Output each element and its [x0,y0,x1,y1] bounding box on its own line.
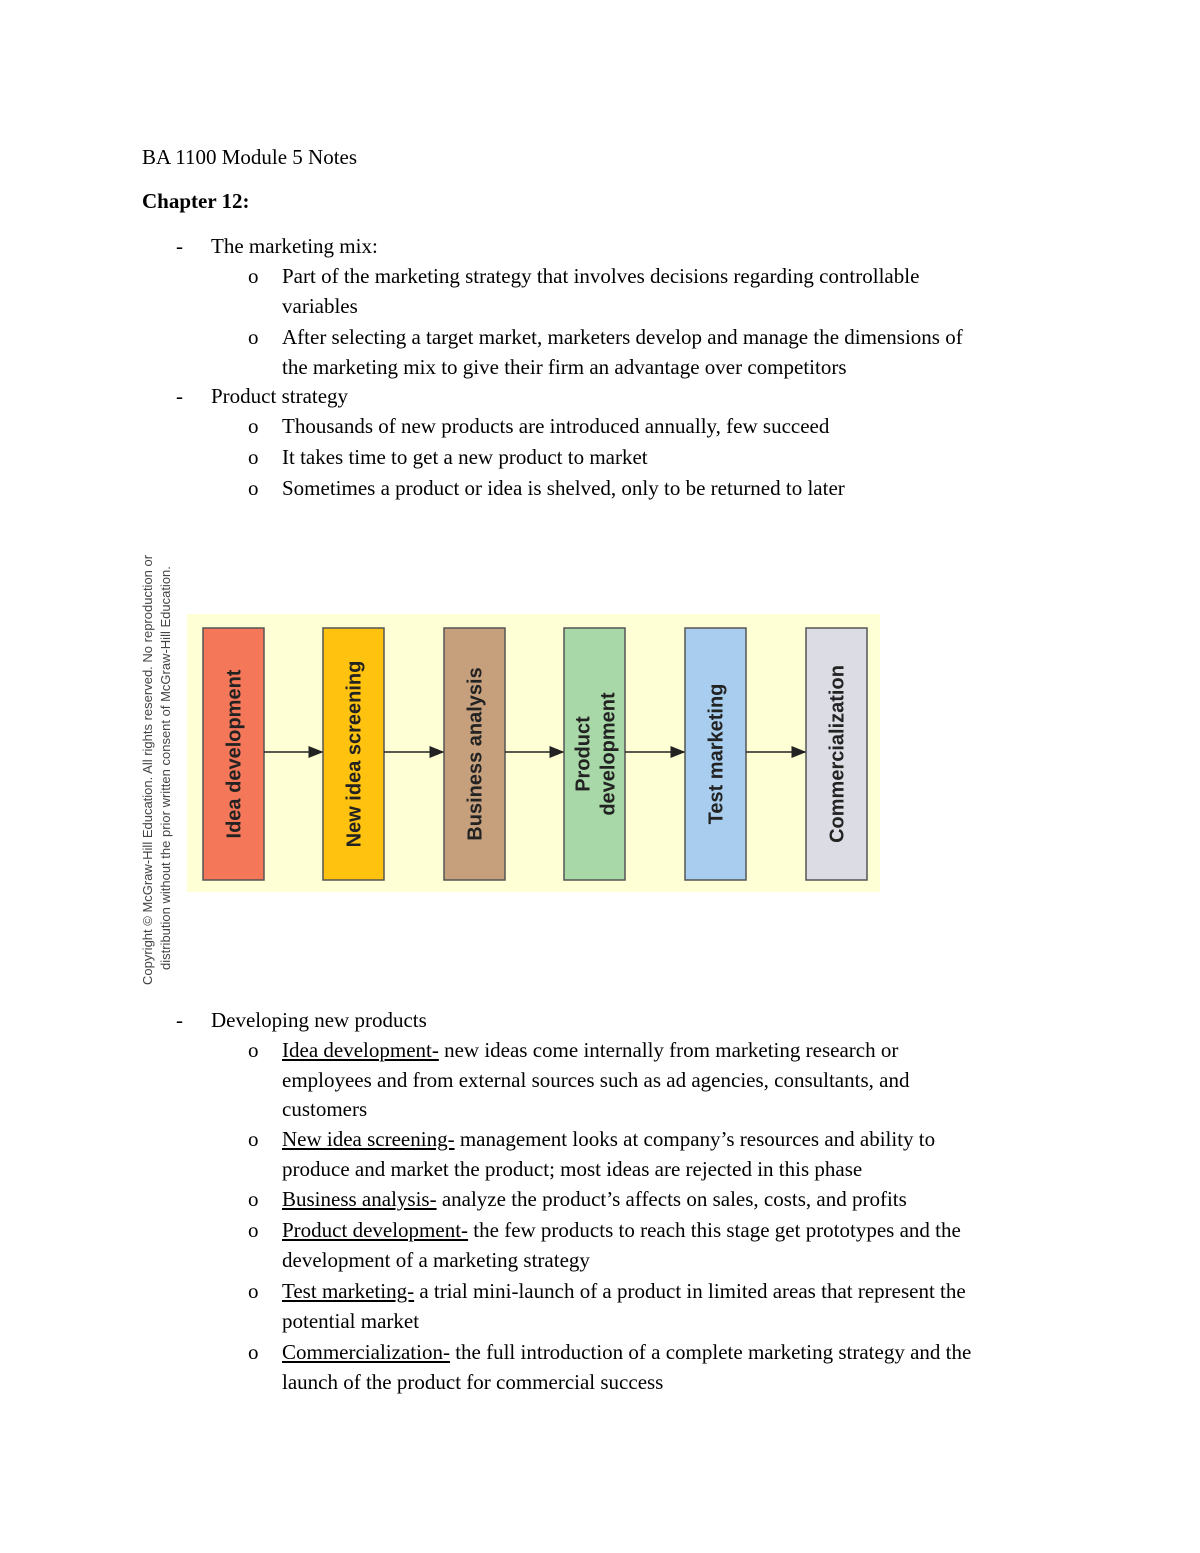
stage-box-new-idea-screening [323,628,384,880]
stage-box-commercialization [806,628,867,880]
bullet-marker: o [248,1279,259,1303]
product-strategy-heading: Product strategy [211,384,349,408]
dev-item-6-line-2: launch of the product for commercial success [282,1370,664,1394]
term-product-development: Product development- [282,1218,469,1242]
dash-marker: - [176,234,183,258]
marketing-mix-item-2-line-1: After selecting a target market, marketers develop and manage the dimensions of [282,325,963,349]
copyright-line-2: distribution without the prior written consent of McGraw-Hill Education. [158,566,173,970]
dev-item-1-line-1 [282,1035,898,1065]
stage-label-product-development-line-2: development [597,692,620,816]
dev-item-2-text: management looks at company’s resources and ability to [454,1127,936,1151]
dev-item-6-text: the full introduction of a complete marketing strategy and the [449,1340,972,1364]
stage-box-test-marketing [685,628,746,880]
stage-box-product-development [564,628,625,880]
marketing-mix-item-1-line-1: Part of the marketing strategy that involves decisions regarding controllable [282,264,920,288]
dev-item-4-line-1 [282,1215,961,1245]
dev-item-1-line-2: employees and from external sources such as ad agencies, consultants, and [282,1068,910,1092]
dev-item-4-line-2: development of a marketing strategy [282,1248,590,1272]
bullet-marker: o [248,1218,259,1242]
term-idea-development: Idea development- [282,1038,439,1062]
dev-item-5-line-1 [282,1276,966,1306]
stage-label-test-marketing: Test marketing [705,683,728,825]
dev-item-1-text: new ideas come internally from marketing research or [438,1038,899,1062]
stage-box-business-analysis [444,628,505,880]
product-strategy-item-2: It takes time to get a new product to market [282,445,648,469]
document-title: BA 1100 Module 5 Notes [142,145,358,169]
term-new-idea-screening: New idea screening- [282,1127,455,1151]
term-commercialization: Commercialization- [282,1340,450,1364]
stage-label-new-idea-screening: New idea screening [343,660,366,848]
diagram-background [187,614,880,892]
stage-box-idea-development [203,628,264,880]
product-strategy-item-3: Sometimes a product or idea is shelved, only to be returned to later [282,476,845,500]
bullet-marker: o [248,264,259,288]
dev-item-3-text: analyze the product’s affects on sales, costs, and profits [436,1187,907,1211]
bullet-marker: o [248,414,259,438]
stage-label-product-development-line-1: Product [572,716,595,792]
dev-item-4-text: the few products to reach this stage get prototypes and the [468,1218,961,1242]
term-test-marketing: Test marketing- [282,1279,415,1303]
bullet-marker: o [248,1340,259,1364]
dev-item-2-line-2: produce and market the product; most ideas are rejected in this phase [282,1157,863,1181]
dev-item-3-line-1 [282,1184,907,1214]
bullet-marker: o [248,1187,259,1211]
new-product-process-diagram [140,510,900,1000]
marketing-mix-item-1-line-2: variables [282,294,358,318]
term-business-analysis: Business analysis- [282,1187,437,1211]
dev-item-1-line-3: customers [282,1097,368,1121]
chapter-heading: Chapter 12: [142,189,250,213]
dev-item-2-line-1 [282,1124,935,1154]
product-strategy-item-1: Thousands of new products are introduced annually, few succeed [282,414,830,438]
bullet-marker: o [248,445,259,469]
bullet-marker: o [248,1127,259,1151]
bullet-marker: o [248,1038,259,1062]
copyright-line-1: Copyright © McGraw-Hill Education. All rights reserved. No reproduction or [140,554,155,985]
marketing-mix-item-2-line-2: the marketing mix to give their firm an advantage over competitors [282,355,847,379]
stage-label-commercialization: Commercialization [826,665,849,843]
bullet-marker: o [248,325,259,349]
stage-label-business-analysis: Business analysis [464,667,487,841]
dash-marker: - [176,1008,183,1032]
bullet-marker: o [248,476,259,500]
dash-marker: - [176,384,183,408]
stage-label-idea-development: Idea development [223,669,246,839]
dev-item-5-line-2: potential market [282,1309,420,1333]
developing-products-heading: Developing new products [211,1008,427,1032]
marketing-mix-heading: The marketing mix: [211,234,378,258]
dev-item-6-line-1 [282,1337,971,1367]
dev-item-5-text: a trial mini-launch of a product in limited areas that represent the [414,1279,966,1303]
